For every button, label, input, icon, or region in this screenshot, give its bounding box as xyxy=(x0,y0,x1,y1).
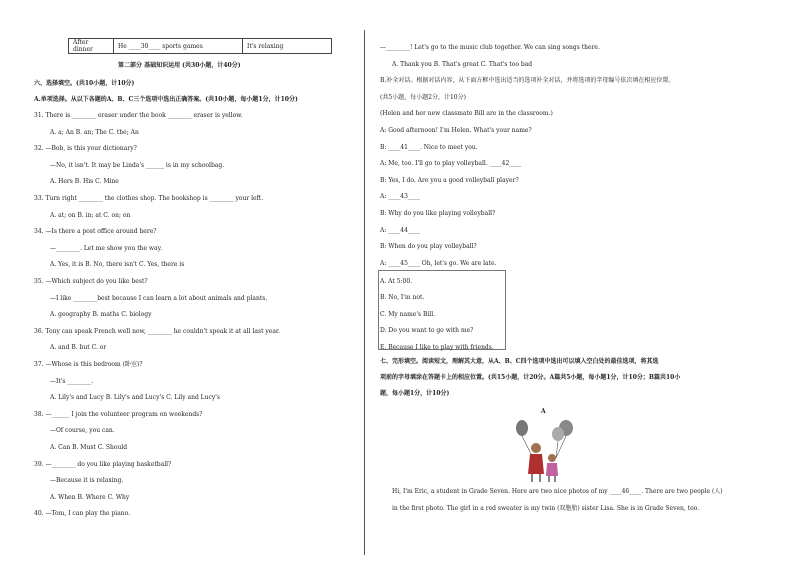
section-heading: 七、完形填空。阅读短文，理解其大意，从A、B、C四个选项中选出可以填入空白处的最佳选项，将其选 xyxy=(380,358,659,365)
dialogue-line: A. Thank you B. That's great C. That's too bad xyxy=(392,60,533,68)
schedule-table xyxy=(68,38,332,54)
table-cell: It's relaxing xyxy=(243,39,332,54)
dialogue-line: B.补全对话。根据对话内容，从下面方框中选出适当的选项补全对话，并将选项的字母编号依次填在相应位置。 xyxy=(380,77,675,85)
question-line: 33. Turn right ________ the clothes shop. The bookshop is ________ your left. xyxy=(34,195,264,202)
option-item: A. At 5:00. xyxy=(380,278,413,285)
dialogue-line: (Helen and her new classmate Bill are in the classroom.) xyxy=(380,110,553,118)
table-row xyxy=(69,39,332,54)
question-line: —No, it isn't. It may be Linda's ______ is in my schoolbag. xyxy=(50,161,225,169)
question-line: —________. Let me show you the way. xyxy=(50,244,163,252)
passage-line: in the first photo. The girl in a red sweater is my twin (双胞胎) sister Lisa. She is in Grade Seven, too. xyxy=(392,504,700,512)
dialogue-line: —________! Let's go to the music club together. We can sing songs there. xyxy=(380,44,600,51)
section-instructions: 项前的字母填涂在答题卡上的相应位置。(共15小题，计20分。A篇共5小题，每小题1分，计10分；B篇共10小 xyxy=(380,374,681,381)
section-instructions: 题，每小题1分，计10分) xyxy=(380,390,450,397)
question-line: 35. —Which subject do you like best? xyxy=(34,278,148,285)
dialogue-line: A: Me, too. I'll go to play volleyball. ____42____ xyxy=(380,160,522,168)
children-balloons-illustration xyxy=(510,418,580,484)
question-line: A. Can B. Must C. Should xyxy=(50,444,128,451)
question-line: —Of course, you can. xyxy=(50,427,115,435)
question-line: A. Hers B. His C. Mine xyxy=(50,178,119,186)
question-line: —I like ________best because I can learn a lot about animals and plants. xyxy=(50,294,268,302)
section-heading: 六、选择填空。(共10小题，计10分) xyxy=(34,80,135,87)
question-line: A. Lily's and Lucy B. Lily's and Lucy's C. Lily and Lucy's xyxy=(50,394,221,402)
option-item: B. No, I'm not. xyxy=(380,294,425,302)
passage-label: A xyxy=(541,408,546,415)
question-line: 32. —Bob, is this your dictionary? xyxy=(34,145,137,153)
section-instructions: A.单项选择。从以下各题的A、B、C三个选项中选出正确答案。(共10小题，每小题1分，计10分) xyxy=(34,96,298,103)
question-line: 40. —Tom, I can play the piano. xyxy=(34,510,131,518)
table-cell: He ____30____ sports games xyxy=(114,39,243,54)
question-line: A. and B. but C. or xyxy=(50,344,107,352)
question-line: A. a; An B. an; The C. the; An xyxy=(50,128,139,136)
option-item: D. Do you want to go with me? xyxy=(380,327,474,335)
dialogue-line: B: Yes, I do. Are you a good volleyball player? xyxy=(380,176,519,184)
question-line: 37. —Whose is this bedroom (卧室)? xyxy=(34,361,143,368)
dialogue-line: B: ____41____. Nice to meet you. xyxy=(380,143,478,151)
question-line: A. Yes, it is B. No, there isn't C. Yes, there is xyxy=(50,261,185,269)
question-line: —It's ________. xyxy=(50,377,94,385)
table-cell: After dinner xyxy=(69,39,114,54)
question-line: 38. —______ I join the volunteer program on weekends? xyxy=(34,410,203,418)
option-item: C. My name's Bill. xyxy=(380,310,436,318)
part-title: 第二部分 基础知识运用 (共30小题，计40分) xyxy=(118,62,241,69)
question-line: 31. There is ________ eraser under the book ________ eraser is yellow. xyxy=(34,112,243,119)
option-item: E. Because I like to play with friends. xyxy=(380,343,494,351)
column-divider xyxy=(364,30,365,555)
dialogue-line: A: ____43____ xyxy=(380,193,420,201)
dialogue-line: B: When do you play volleyball? xyxy=(380,243,477,251)
question-line: A. at; on B. in; at C. on; on xyxy=(50,211,131,219)
question-line: —Because it is relaxing. xyxy=(50,477,124,485)
dialogue-line: A: ____44____ xyxy=(380,226,420,234)
question-line: A. When B. Where C. Why xyxy=(50,493,130,501)
dialogue-line: (共5小题，每小题2分，计10分) xyxy=(380,93,466,101)
question-line: 39. —________ do you like playing basketball? xyxy=(34,460,172,468)
question-line: 36. Tony can speak French well now, ________ he couldn't speak it at all last year. xyxy=(34,327,281,335)
dialogue-line: A: ____45____ Oh, let's go. We are late. xyxy=(380,259,497,267)
passage-line: Hi, I'm Eric, a student in Grade Seven. Here are two nice photos of my ____46____. There are two people (人) xyxy=(392,488,723,495)
question-line: A. geography B. maths C. biology xyxy=(50,311,152,319)
question-line: 34. —Is there a post office around here? xyxy=(34,228,157,236)
dialogue-line: B: Why do you like playing volleyball? xyxy=(380,210,496,217)
dialogue-line: A: Good afternoon! I'm Helen. What's your name? xyxy=(380,127,532,134)
